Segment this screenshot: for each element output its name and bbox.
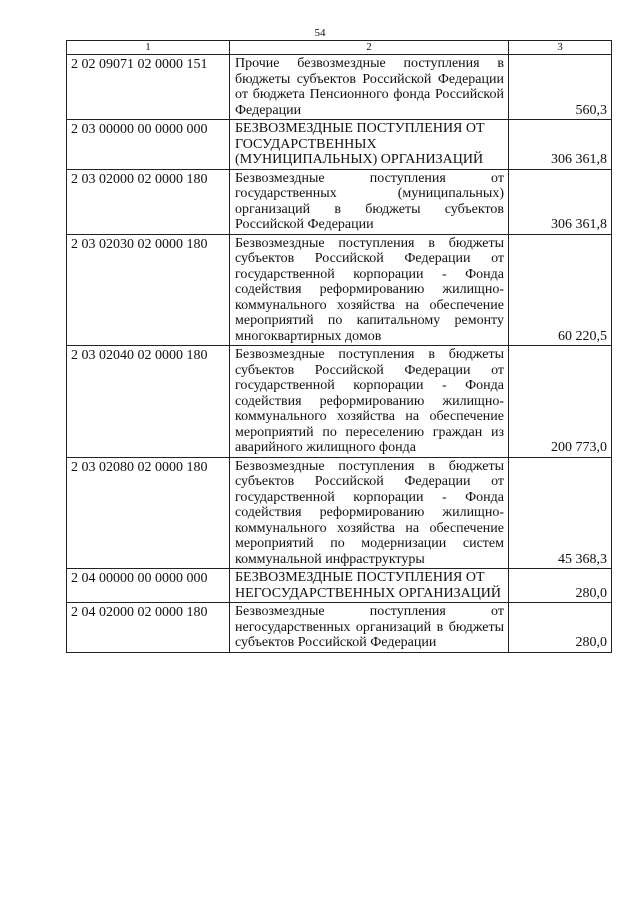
budget-classification-code: 2 03 02000 02 0000 180	[67, 169, 230, 234]
revenue-amount: 560,3	[509, 55, 612, 120]
revenue-amount: 306 361,8	[509, 169, 612, 234]
revenue-amount: 200 773,0	[509, 346, 612, 458]
revenue-description: Безвозмездные поступления в бюджеты субъектов Российской Федерации от государственной корпорации - Фонда содействия реформированию жилищно-коммунального хозяйства на обеспечение мероприятий по переселению граждан из аварийного жилищного фонда	[230, 346, 509, 458]
revenue-description: Безвозмездные поступления в бюджеты субъектов Российской Федерации от государственной корпорации - Фонда содействия реформированию жилищно-коммунального хозяйства на обеспечение мероприятий по капитальному ремонту многоквартирных домов	[230, 234, 509, 346]
column-number-3: 3	[509, 41, 612, 55]
table-row	[67, 120, 612, 170]
table-row	[67, 169, 612, 234]
revenue-description: Прочие безвозмездные поступления в бюджеты субъектов Российской Федерации от бюджета Пенсионного фонда Российской Федерации	[230, 55, 509, 120]
table-row	[67, 569, 612, 603]
budget-classification-code: 2 03 02030 02 0000 180	[67, 234, 230, 346]
revenue-description: БЕЗВОЗМЕЗДНЫЕ ПОСТУПЛЕНИЯ ОТ ГОСУДАРСТВЕННЫХ (МУНИЦИПАЛЬНЫХ) ОРГАНИЗАЦИЙ	[230, 120, 509, 170]
revenue-description: Безвозмездные поступления от негосударственных организаций в бюджеты субъектов Российской Федерации	[230, 603, 509, 653]
budget-revenue-table	[66, 40, 612, 653]
page-number: 54	[314, 27, 326, 39]
column-number-2: 2	[230, 41, 509, 55]
budget-classification-code: 2 03 02040 02 0000 180	[67, 346, 230, 458]
budget-classification-code: 2 02 09071 02 0000 151	[67, 55, 230, 120]
table-row	[67, 603, 612, 653]
column-number-row	[67, 41, 612, 55]
revenue-amount: 306 361,8	[509, 120, 612, 170]
column-number-1: 1	[67, 41, 230, 55]
table-row	[67, 55, 612, 120]
revenue-amount: 280,0	[509, 569, 612, 603]
revenue-amount: 60 220,5	[509, 234, 612, 346]
revenue-amount: 280,0	[509, 603, 612, 653]
budget-classification-code: 2 04 00000 00 0000 000	[67, 569, 230, 603]
revenue-description: Безвозмездные поступления в бюджеты субъектов Российской Федерации от государственной корпорации - Фонда содействия реформированию жилищно-коммунального хозяйства на обеспечение мероприятий по модернизации систем коммунальной инфраструктуры	[230, 457, 509, 569]
table-row	[67, 346, 612, 458]
revenue-amount: 45 368,3	[509, 457, 612, 569]
budget-classification-code: 2 04 02000 02 0000 180	[67, 603, 230, 653]
budget-classification-code: 2 03 00000 00 0000 000	[67, 120, 230, 170]
table-row	[67, 457, 612, 569]
revenue-description: Безвозмездные поступления от государственных (муниципальных) организаций в бюджеты субъектов Российской Федерации	[230, 169, 509, 234]
table-row	[67, 234, 612, 346]
budget-classification-code: 2 03 02080 02 0000 180	[67, 457, 230, 569]
revenue-description: БЕЗВОЗМЕЗДНЫЕ ПОСТУПЛЕНИЯ ОТ НЕГОСУДАРСТВЕННЫХ ОРГАНИЗАЦИЙ	[230, 569, 509, 603]
